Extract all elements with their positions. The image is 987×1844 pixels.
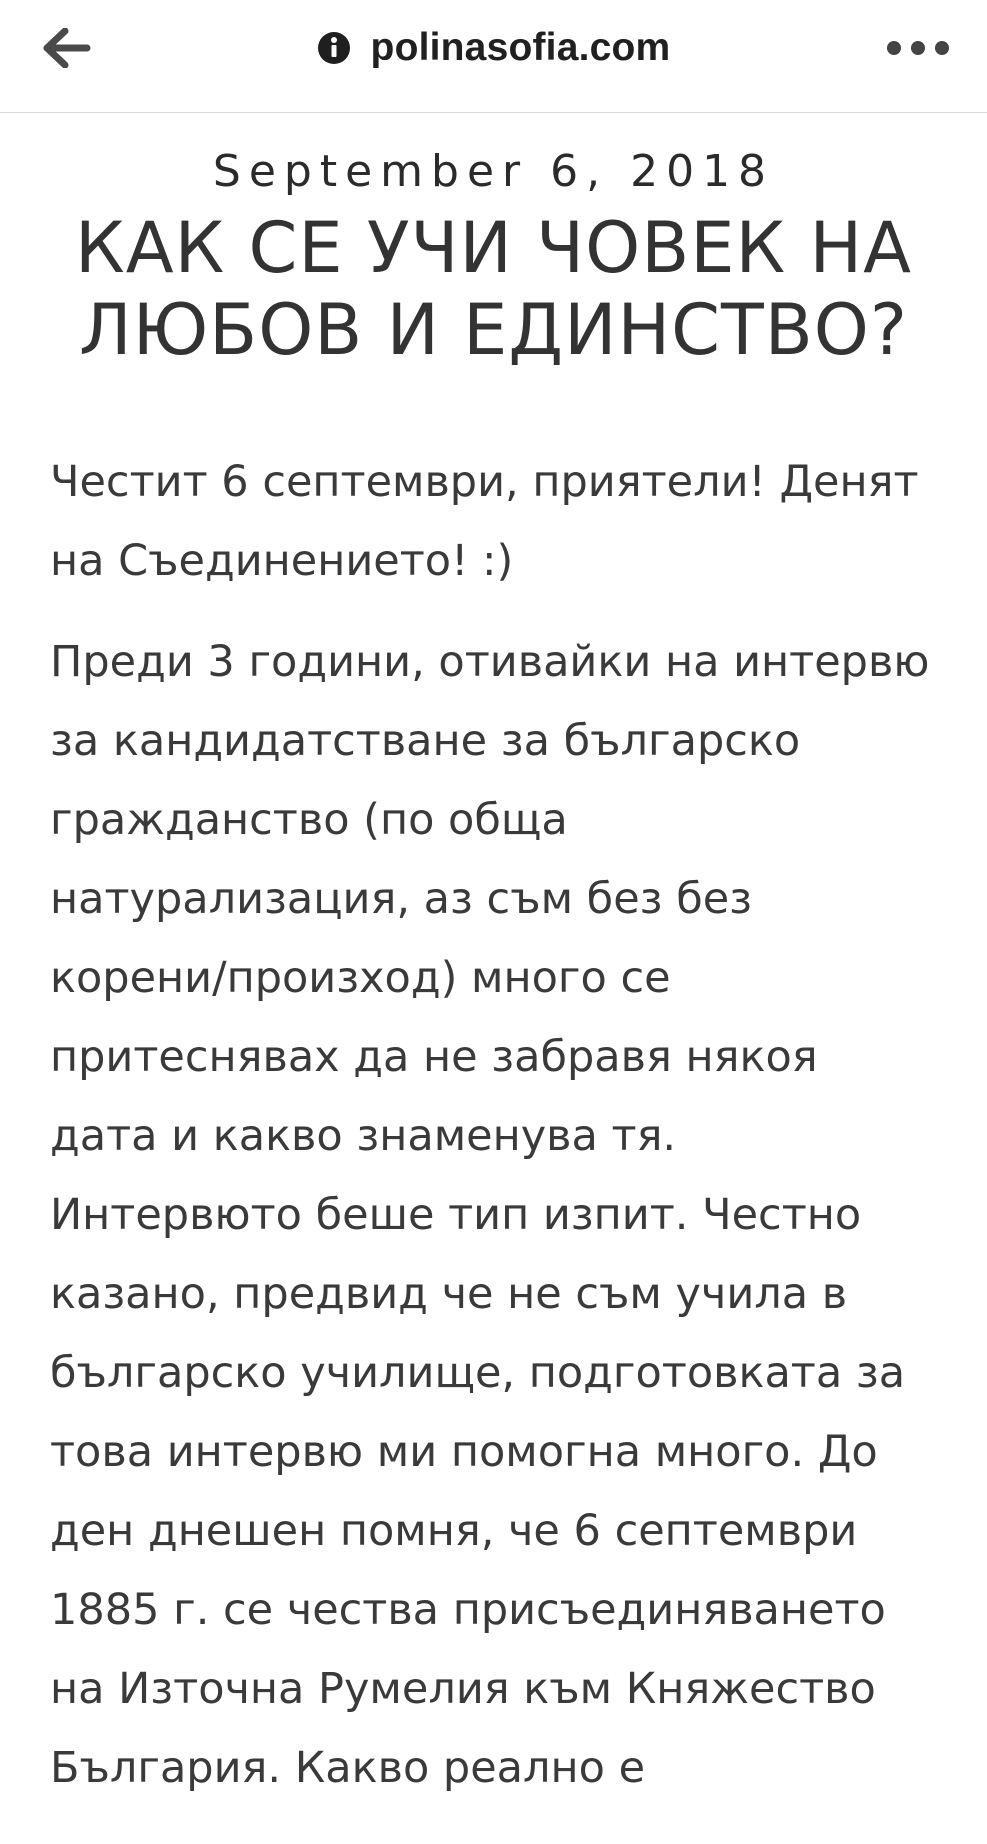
- more-menu-button[interactable]: [887, 30, 949, 66]
- url-text: polinasofia.com: [370, 26, 671, 69]
- menu-dot: [887, 41, 901, 55]
- post-title: КАК СЕ УЧИ ЧОВЕК НА ЛЮБОВ И ЕДИНСТВО?: [75, 207, 912, 371]
- post-body: [50, 443, 937, 1808]
- page-content: [0, 113, 987, 1830]
- menu-dot: [911, 41, 925, 55]
- info-circle-icon[interactable]: [317, 31, 351, 65]
- address-bar[interactable]: [0, 22, 987, 74]
- post-paragraph: Честит 6 септември, приятели! Денят на Съединението! :): [50, 457, 919, 586]
- post-date: September 6, 2018: [212, 146, 775, 197]
- post-paragraph: Преди 3 години, отивайки на интервю за кандидатстване за българско гражданство (по обща натурализация, аз съм без без корени/произход) много се притеснявах да не забравя някоя дата и какво знаменува тя. Интервюто беше тип изпит. Честно казано, предвид че не съм учила в българско училище, подготовката за това интервю ми помогна много. До ден днешен помня, че 6 септември 1885 г. се чества присъединяването на Източна Румелия към Княжество България. Какво реално е: [50, 637, 930, 1793]
- browser-top-bar: [0, 0, 987, 113]
- menu-dot: [935, 41, 949, 55]
